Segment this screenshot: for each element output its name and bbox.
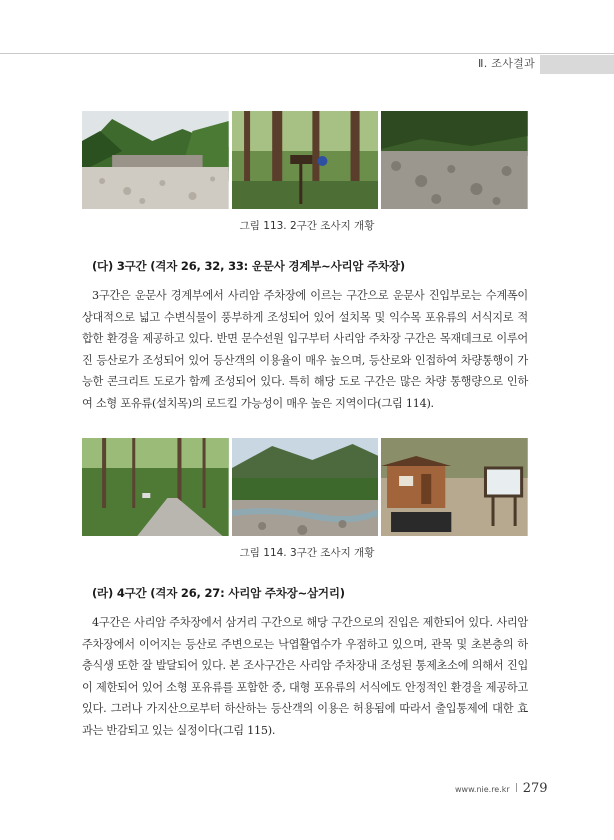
figure-114-caption: 그림 114. 3구간 조사지 개황	[239, 547, 375, 559]
photo-forest-signpost	[232, 111, 379, 209]
figure-114-photos	[82, 438, 528, 536]
photo-forest-road	[82, 438, 229, 536]
photo-checkpoint-hut	[381, 438, 528, 536]
photo-mountain-stream	[232, 438, 379, 536]
header-rule	[0, 53, 614, 54]
figure-113-caption: 그림 113. 2구간 조사지 개황	[239, 220, 375, 232]
section-tab-bar	[540, 55, 614, 74]
section-ra-paragraph: 4구간은 사리암 주차장에서 삼거리 구간으로 해당 구간으로의 진입은 제한되어 있다. 사리암주차장에서 이어지는 등산로 주변으로는 낙엽활엽수가 우점하고 있으며, 관목 및 초본층의 하층식생 또한 잘 발달되어 있다. 본 조사구간은 사리암 주차장내 조성된 통제초소에 의해서 진입이 제한되어 있어 소형 포유류를 포함한 중, 대형 포유류의 서식에도 안정적인 환경을 제공하고 있다. 그러나 가지산으로부터 하산하는 등산객의 이용은 허용됨에 따라서 출입통제에 대한 효과는 반감되고 있는 실정이다(그림 115).	[82, 616, 528, 737]
section-da-paragraph: 3구간은 운문사 경계부에서 사리암 주차장에 이르는 구간으로 운문사 진입부로는 수계폭이 상대적으로 넓고 수변식물이 풍부하게 조성되어 있어 설치목 및 익수목 포유류의 서식지로 적합한 환경을 제공하고 있다. 반면 문수선원 입구부터 사리암 주차장 구간은 목재데크로 이루어진 등산로가 조성되어 있어 등산객의 이용율이 매우 높으며, 등산로와 인접하여 차량통행이 가능한 콘크리트 도로가 함께 조성되어 있다. 특히 해당 도로 구간은 많은 차량 통행량으로 인하여 소형 포유류(설치목)의 로드킬 가능성이 매우 높은 지역이다(그림 114).	[82, 289, 528, 410]
section-ra-heading: (라) 4구간 (격자 26, 27: 사리암 주차장~삼거리)	[92, 586, 345, 600]
footer-url: www.nie.re.kr	[455, 785, 510, 794]
page-footer	[455, 781, 548, 796]
footer-separator	[516, 783, 517, 792]
photo-rocky-stream	[381, 111, 528, 209]
section-da-heading: (다) 3구간 (격자 26, 32, 33: 운문사 경계부~사리암 주차장)	[92, 259, 405, 273]
section-label: Ⅱ. 조사결과	[478, 57, 536, 70]
photo-dry-riverbed-dam	[82, 111, 229, 209]
page-number: 279	[522, 781, 548, 796]
figure-113-photos	[82, 111, 528, 209]
